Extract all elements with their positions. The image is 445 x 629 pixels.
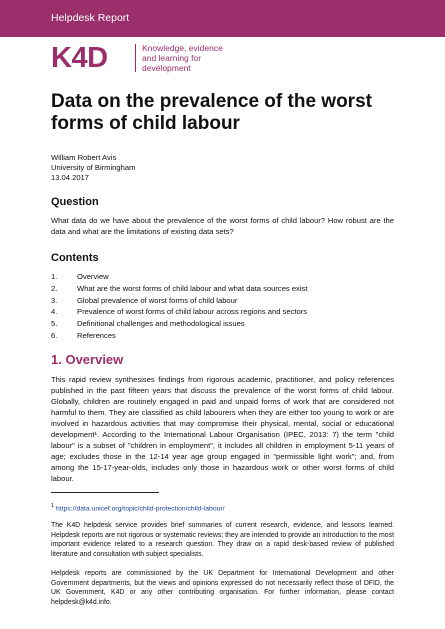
- question-text: What data do we have about the prevalence of the worst forms of child labour? How robust are the data and what are the limitations of existing data sets?: [51, 216, 394, 236]
- footnote-divider: [51, 492, 159, 493]
- footnote-link[interactable]: https://data.unicef.org/topic/child-protection/child-labour/: [56, 505, 225, 513]
- contents-item[interactable]: 3. Global prevalence of worst forms of child labour: [51, 295, 238, 305]
- question-heading: Question: [51, 196, 99, 208]
- affiliation: University of Birmingham: [51, 163, 136, 172]
- footnote: [51, 503, 225, 512]
- title-line-1: Data on the prevalence of the worst: [51, 91, 372, 112]
- report-type-label: Helpdesk Report: [51, 12, 130, 24]
- contents-item[interactable]: 1. Overview: [51, 272, 109, 281]
- report-meta: [51, 153, 135, 183]
- tagline-line-3: development: [142, 63, 191, 73]
- report-header-bar: [0, 0, 445, 37]
- logo-tagline: [142, 43, 223, 73]
- page-title: [51, 91, 411, 135]
- contents-item[interactable]: 4. Prevalence of worst forms of child labour across regions and sectors: [51, 307, 308, 317]
- logo-divider: [135, 44, 136, 72]
- overview-text: This rapid review synthesises findings from rigorous academic, practitioner, and policy references published in the past fifteen years that discuss the prevalence of the worst forms of child labour. Globally, children are routinely engaged in paid and unpaid forms of work that are considered not harmful to them. They are classified as child labourers when they are either too young to work or are involved in hazardous activities that may compromise their physical, mental, social or educational development¹. According to the International Labour Organisation (IPEC, 2013: 7) the term "child labour" is a subset of "children in employment", it includes all children in employment 5-11 years of age; excludes those in the 12-14 year age group engaged in "permissible light work"; and, from among the 15-17-year-olds, includes only those in hazardous work or other worst forms of child labour.: [51, 375, 394, 483]
- contents-heading: Contents: [51, 252, 99, 264]
- tagline-line-2: and learning for: [142, 53, 202, 63]
- overview-heading: 1. Overview: [51, 352, 124, 367]
- tagline-line-1: Knowledge, evidence: [142, 43, 223, 53]
- title-line-2: forms of child labour: [51, 113, 240, 134]
- author: William Robert Avis: [51, 153, 117, 162]
- footnote-marker: 1: [51, 503, 55, 509]
- contents-list: [51, 271, 307, 342]
- contents-item[interactable]: 2. What are the worst forms of child labour and what data sources exist: [51, 283, 308, 293]
- logo-mark: K4D: [51, 42, 108, 74]
- contents-item[interactable]: 5. Definitional challenges and methodological issues: [51, 319, 245, 329]
- contents-item[interactable]: 6. References: [51, 330, 116, 340]
- report-date: 13.04.2017: [51, 173, 90, 182]
- helpdesk-disclaimer: The K4D helpdesk service provides brief summaries of current research, evidence, and lessons learned. Helpdesk reports are not rigorous or systematic reviews; they are intended to provide an introduction to the most important evidence related to a research question. They draw on a rapid desk-based review of published literature and consultation with subject specialists.: [51, 522, 394, 558]
- commission-note: Helpdesk reports are commissioned by the UK Department for International Development and other Government departments, but the views and opinions expressed do not necessarily reflect those of DFID, the UK Government, K4D or any other contributing organisation. For further information, please contact helpdesk@k4d.info.: [51, 570, 394, 606]
